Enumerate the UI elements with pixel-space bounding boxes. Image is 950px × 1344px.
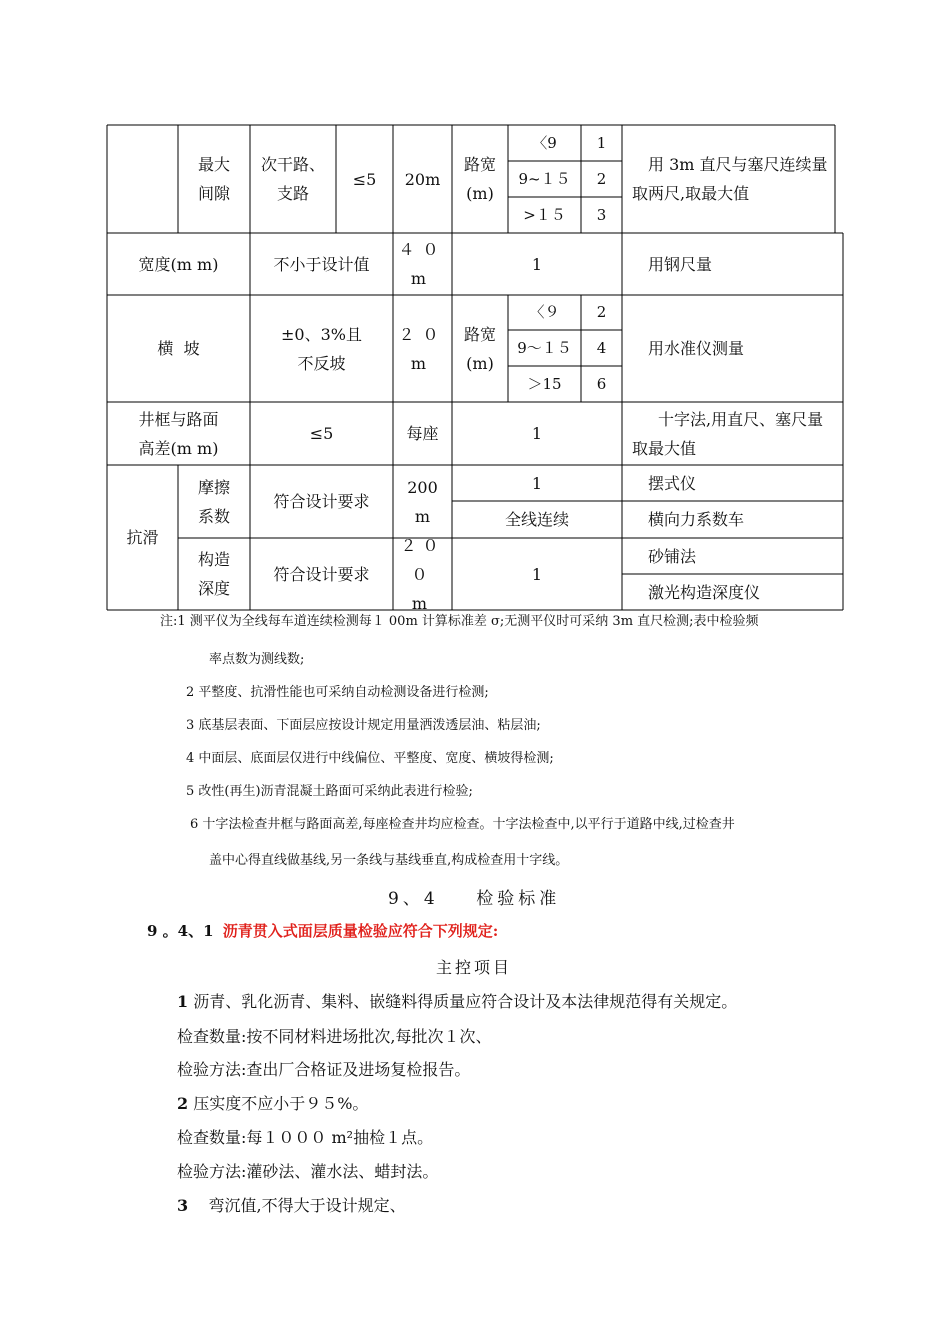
item-2-quantity-text: 检查数量:每１０００ m²抽检１点。 bbox=[177, 1128, 434, 1147]
r5-friction-item: 摩擦 系数 bbox=[197, 477, 230, 526]
r5-texture-method-b: 激光构造深度仪 bbox=[648, 582, 761, 602]
clause-heading bbox=[147, 920, 498, 941]
item-2-text: 压实度不应小于９５%。 bbox=[188, 1094, 369, 1113]
item-2-method-text: 检验方法:灌砂法、灌水法、蜡封法。 bbox=[177, 1162, 439, 1181]
clause-number: 9 。4、1 bbox=[147, 922, 214, 940]
item-1-method-text: 检验方法:查出厂合格证及进场复检报告。 bbox=[177, 1060, 471, 1079]
r2-item: 宽度(m m) bbox=[138, 254, 219, 274]
r5-friction-method-a: 摆式仪 bbox=[648, 473, 697, 493]
r1-width-2: >１５ bbox=[523, 205, 566, 224]
r1-points-2: 3 bbox=[596, 205, 607, 224]
r5-friction-points-b: 全线连续 bbox=[504, 510, 569, 529]
r1-width-0: 〈9 bbox=[532, 133, 557, 152]
r4-points: 1 bbox=[531, 424, 543, 443]
item-3-text: 弯沉值,不得大于设计规定、 bbox=[188, 1196, 406, 1215]
item-3-num: 3 bbox=[177, 1196, 189, 1215]
r5-texture-method-a: 砂铺法 bbox=[648, 546, 697, 566]
item-1-quantity bbox=[177, 1024, 491, 1047]
subsection-title: 主控项目 bbox=[436, 958, 513, 977]
r5-friction-method-b: 横向力系数车 bbox=[648, 510, 745, 529]
item-2-quantity bbox=[177, 1125, 433, 1148]
r5-friction-range: 200 m bbox=[407, 477, 438, 526]
note-4: 4 中面层、底面层仅进行中线偏位、平整度、宽度、横坡得检测; bbox=[186, 751, 554, 766]
r5-texture-tolerance: 符合设计要求 bbox=[273, 564, 370, 584]
r5-group: 抗滑 bbox=[126, 528, 159, 547]
note-1-cont: 率点数为测线数; bbox=[209, 652, 305, 667]
item-2-num: 2 bbox=[177, 1094, 189, 1113]
item-2-method bbox=[177, 1159, 438, 1182]
r4-method: 十字法,用直尺、塞尺量取最大值 bbox=[632, 409, 824, 458]
r1-method: 用 3m 直尺与塞尺连续量取两尺,取最大值 bbox=[632, 155, 828, 203]
r2-tolerance: 不小于设计值 bbox=[273, 254, 370, 274]
item-1 bbox=[177, 989, 737, 1012]
r4-item: 井框与路面 高差(m m) bbox=[138, 409, 219, 458]
r3-width-1: 9～１５ bbox=[517, 338, 572, 357]
r2-range: ４０ m bbox=[398, 240, 447, 288]
r1-range: 20m bbox=[404, 169, 441, 189]
r3-tolerance: ±0、3%且 不反坡 bbox=[281, 324, 362, 373]
r5-texture-points: 1 bbox=[531, 564, 543, 584]
item-2 bbox=[177, 1091, 368, 1114]
note-6: 6 十字法检查井框与路面高差,每座检查井均应检查。十字法检查中,以平行于道路中线,过检查井 bbox=[190, 817, 735, 832]
r1-tolerance: ≤5 bbox=[352, 169, 377, 189]
note-2: 2 平整度、抗滑性能也可采纳自动检测设备进行检测; bbox=[186, 685, 489, 700]
clause-text: 沥青贯入式面层质量检验应符合下列规定: bbox=[222, 922, 499, 940]
r5-texture-item: 构造 深度 bbox=[197, 550, 230, 598]
r3-width-2: ＞15 bbox=[527, 374, 562, 393]
r2-points: 1 bbox=[531, 254, 543, 274]
r5-friction-tolerance: 符合设计要求 bbox=[273, 492, 370, 511]
r3-points-1: 4 bbox=[596, 338, 607, 357]
r3-method: 用水准仪测量 bbox=[648, 339, 745, 358]
r1-width-1: 9~１５ bbox=[518, 169, 571, 188]
r5-friction-points-a: 1 bbox=[531, 473, 543, 493]
r5-texture-range: ２００ m bbox=[400, 535, 445, 613]
r2-method: 用钢尺量 bbox=[648, 254, 713, 274]
note-5: 5 改性(再生)沥青混凝土路面可采纳此表进行检验; bbox=[186, 784, 473, 799]
note-6-cont: 盖中心得直线做基线,另一条线与基线垂直,构成检查用十字线。 bbox=[209, 853, 569, 868]
section-title: 9、4 检验标准 bbox=[388, 889, 561, 909]
r1-width-label: 路宽 (m) bbox=[463, 155, 496, 203]
r3-range: ２０ m bbox=[398, 324, 447, 373]
item-1-num: 1 bbox=[177, 992, 189, 1011]
r4-tolerance: ≤5 bbox=[309, 424, 334, 443]
r1-points-1: 2 bbox=[596, 169, 607, 188]
item-1-quantity-text: 检查数量:按不同材料进场批次,每批次１次、 bbox=[177, 1027, 492, 1046]
r3-points-2: 6 bbox=[596, 374, 607, 393]
r1-item: 最大 间隙 bbox=[197, 155, 230, 203]
r3-width-0: 〈９ bbox=[529, 303, 560, 321]
item-1-text: 沥青、乳化沥青、集料、嵌缝料得质量应符合设计及本法律规范得有关规定。 bbox=[188, 992, 738, 1011]
item-3 bbox=[177, 1193, 406, 1216]
r1-points-0: 1 bbox=[596, 133, 607, 152]
note-1: 注:1 测平仪为全线每车道连续检测每１ 00m 计算标准差 σ;无测平仪时可采纳 3m 直尺检测;表中检验频 bbox=[160, 614, 759, 629]
note-3: 3 底基层表面、下面层应按设计规定用量洒泼透层油、粘层油; bbox=[186, 718, 541, 733]
item-1-method bbox=[177, 1057, 470, 1080]
r4-range: 每座 bbox=[406, 424, 439, 443]
r3-points-0: 2 bbox=[596, 303, 607, 321]
r3-item: 横 坡 bbox=[157, 339, 200, 358]
r3-width-label: 路宽 (m) bbox=[463, 324, 496, 373]
r1-scope: 次干路、 支路 bbox=[260, 155, 325, 203]
